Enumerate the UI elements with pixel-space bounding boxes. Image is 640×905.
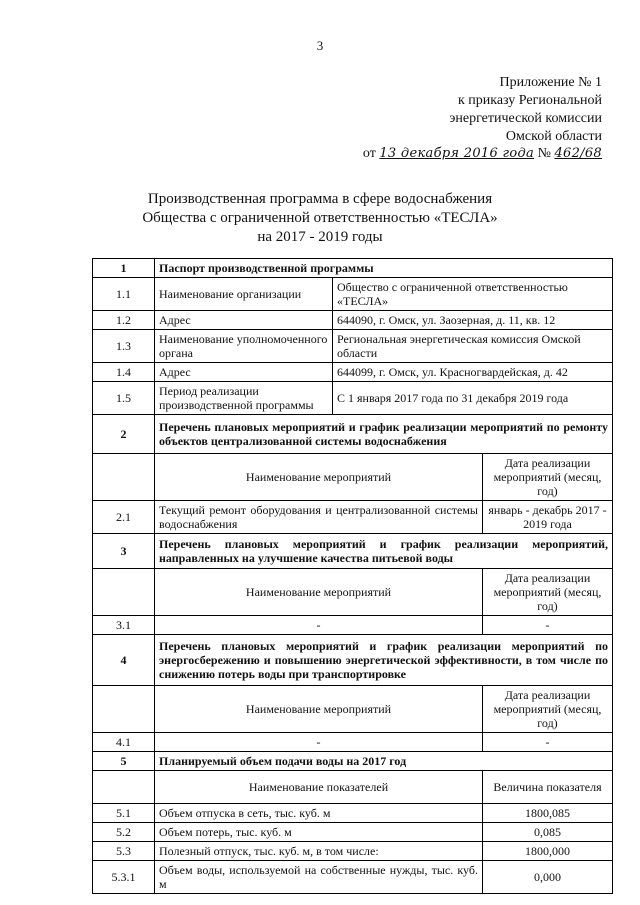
section-4-title: Перечень плановых мероприятий и график реализации мероприятий по энергосбережению и повышению энергетической эффективности, в том числе по снижению потерь воды при транспортировке — [155, 635, 613, 686]
appendix-line-1: Приложение № 1 — [499, 75, 602, 90]
row-5-1-value: 1800,085 — [483, 804, 613, 823]
row-5-3-1-num: 5.3.1 — [93, 861, 155, 894]
table-row-4-1 — [93, 733, 613, 752]
section-1-num: 1 — [93, 259, 155, 278]
section-2-header-name: Наименование мероприятий — [155, 454, 483, 501]
section-3-title: Перечень плановых мероприятий и график реализации мероприятий, направленных на улучшение качества питьевой воды — [155, 534, 613, 569]
row-5-3-name: Полезный отпуск, тыс. куб. м, в том числе: — [155, 842, 483, 861]
section-4-header-row — [93, 686, 613, 733]
section-2-num: 2 — [93, 415, 155, 454]
order-number-handwritten: 462/68 — [554, 146, 602, 161]
section-3-header-date: Дата реализации мероприятий (месяц, год) — [483, 569, 613, 616]
row-1-2-label: Адрес — [155, 311, 333, 330]
row-3-1-date: - — [483, 616, 613, 635]
section-3-header-name: Наименование мероприятий — [155, 569, 483, 616]
section-2-header-row — [93, 454, 613, 501]
row-3-1-name: - — [155, 616, 483, 635]
row-3-1-num: 3.1 — [93, 616, 155, 635]
row-1-3-num: 1.3 — [93, 330, 155, 363]
section-4-header-date: Дата реализации мероприятий (месяц, год) — [483, 686, 613, 733]
section-4-header-blank — [93, 686, 155, 733]
section-5-header-value: Величина показателя — [483, 771, 613, 804]
order-ot: от — [362, 146, 376, 161]
row-2-1-date: январь - декабрь 2017 - 2019 года — [483, 501, 613, 534]
table-row-5-3 — [93, 842, 613, 861]
section-2-header-blank — [93, 454, 155, 501]
table-row-1-3 — [93, 330, 613, 363]
section-5-row — [93, 752, 613, 771]
table-row-1-2 — [93, 311, 613, 330]
table-row-3-1 — [93, 616, 613, 635]
appendix-line-4: Омской области — [505, 129, 602, 144]
title-line-1: Производственная программа в сфере водоснабжения — [147, 191, 493, 207]
row-1-2-value: 644090, г. Омск, ул. Заозерная, д. 11, кв. 12 — [333, 311, 613, 330]
row-1-4-num: 1.4 — [93, 363, 155, 382]
row-5-3-1-value: 0,000 — [483, 861, 613, 894]
row-5-3-value: 1800,000 — [483, 842, 613, 861]
row-4-1-name: - — [155, 733, 483, 752]
table-row-1-5 — [93, 382, 613, 415]
page-number: 3 — [316, 38, 324, 53]
title-line-3: на 2017 - 2019 годы — [257, 229, 383, 245]
table-row-5-1 — [93, 804, 613, 823]
row-1-5-num: 1.5 — [93, 382, 155, 415]
section-3-row — [93, 534, 613, 569]
section-3-header-blank — [93, 569, 155, 616]
appendix-line-2: к приказу Региональной — [457, 93, 602, 108]
section-2-row — [93, 415, 613, 454]
section-5-header-name: Наименование показателей — [155, 771, 483, 804]
table-row-5-2 — [93, 823, 613, 842]
appendix-line-3: энергетической комиссии — [449, 111, 602, 126]
order-no-sign: № — [537, 146, 551, 161]
row-1-2-num: 1.2 — [93, 311, 155, 330]
section-4-num: 4 — [93, 635, 155, 686]
row-5-3-1-name: Объем воды, используемой на собственные нужды, тыс. куб. м — [155, 861, 483, 894]
row-5-2-value: 0,085 — [483, 823, 613, 842]
production-program-table — [92, 258, 613, 894]
row-1-3-value: Региональная энергетическая комиссия Омской области — [333, 330, 613, 363]
row-1-1-num: 1.1 — [93, 278, 155, 311]
title-line-2: Общества с ограниченной ответственностью «ТЕСЛА» — [142, 210, 498, 226]
table-row-1-4 — [93, 363, 613, 382]
section-5-title: Планируемый объем подачи воды на 2017 год — [155, 752, 613, 771]
row-2-1-name: Текущий ремонт оборудования и централизованной системы водоснабжения — [155, 501, 483, 534]
row-5-1-name: Объем отпуска в сеть, тыс. куб. м — [155, 804, 483, 823]
section-3-header-row — [93, 569, 613, 616]
row-1-1-label: Наименование организации — [155, 278, 333, 311]
appendix-header — [449, 74, 602, 146]
row-4-1-date: - — [483, 733, 613, 752]
section-5-num: 5 — [93, 752, 155, 771]
row-1-5-value: С 1 января 2017 года по 31 декабря 2019 года — [333, 382, 613, 415]
row-5-1-num: 5.1 — [93, 804, 155, 823]
row-1-4-value: 644099, г. Омск, ул. Красногвардейская, д. 42 — [333, 363, 613, 382]
order-date-handwritten: 13 декабря 2016 года — [379, 146, 535, 161]
row-2-1-num: 2.1 — [93, 501, 155, 534]
section-4-header-name: Наименование мероприятий — [155, 686, 483, 733]
section-3-num: 3 — [93, 534, 155, 569]
section-1-row — [93, 259, 613, 278]
section-5-header-blank — [93, 771, 155, 804]
table-row-1-1 — [93, 278, 613, 311]
row-5-2-name: Объем потерь, тыс. куб. м — [155, 823, 483, 842]
section-5-header-row — [93, 771, 613, 804]
table-row-5-3-1 — [93, 861, 613, 894]
order-reference — [363, 146, 602, 162]
row-1-5-label: Период реализации производственной программы — [155, 382, 333, 415]
row-1-4-label: Адрес — [155, 363, 333, 382]
section-4-row — [93, 635, 613, 686]
row-5-2-num: 5.2 — [93, 823, 155, 842]
section-2-title: Перечень плановых мероприятий и график реализации мероприятий по ремонту объектов централизованной системы водоснабжения — [155, 415, 613, 454]
section-1-title: Паспорт производственной программы — [155, 259, 613, 278]
section-2-header-date: Дата реализации мероприятий (месяц, год) — [483, 454, 613, 501]
row-1-1-value: Общество с ограниченной ответственностью «ТЕСЛА» — [333, 278, 613, 311]
row-5-3-num: 5.3 — [93, 842, 155, 861]
document-title — [0, 190, 640, 247]
row-4-1-num: 4.1 — [93, 733, 155, 752]
table-row-2-1 — [93, 501, 613, 534]
row-1-3-label: Наименование уполномоченного органа — [155, 330, 333, 363]
